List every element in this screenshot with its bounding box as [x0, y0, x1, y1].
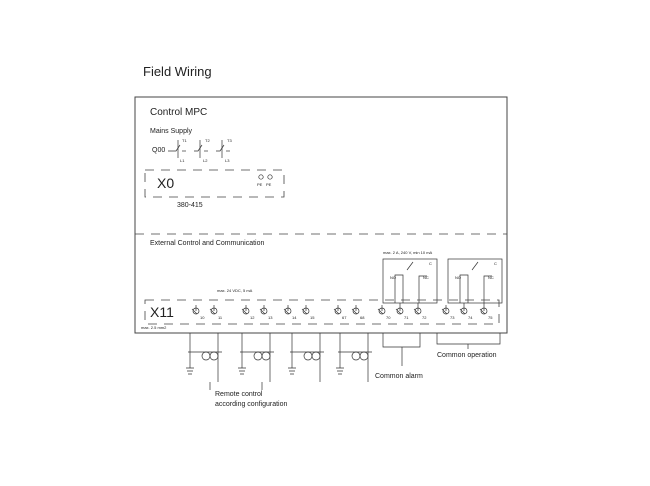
operation-relay-c: C	[494, 261, 497, 266]
pe-label-1: PE	[257, 182, 263, 187]
operation-relay-no: NO	[455, 275, 461, 280]
x11-label: X11	[150, 304, 174, 320]
terminal-number: 11	[218, 315, 223, 320]
external-control-label: External Control and Communication	[150, 240, 265, 247]
terminal-number: 74	[468, 315, 473, 320]
external-wiring	[186, 333, 500, 390]
terminal-screw	[480, 305, 487, 314]
breaker-label: Q00	[152, 147, 166, 154]
terminal-number: 75	[488, 315, 493, 320]
terminal-number: 10	[200, 315, 205, 320]
terminal-screw	[442, 305, 449, 314]
terminal-number: 72	[422, 315, 427, 320]
alarm-relay-c: C	[429, 261, 432, 266]
wire-size-spec: max. 2.5 mm2	[141, 325, 167, 330]
terminal-number: 14	[292, 315, 297, 320]
mains-supply-label: Mains Supply	[150, 128, 193, 135]
terminal-number: 68	[360, 315, 365, 320]
remote-control-caption-2: according configuration	[215, 401, 288, 408]
terminal-screw	[334, 305, 341, 314]
remote-control-caption: Remote control	[215, 391, 263, 398]
terminal-screw	[284, 305, 291, 314]
terminal-screw	[352, 305, 359, 314]
common-operation-caption: Common operation	[437, 352, 497, 359]
operation-relay-nc: NC	[488, 275, 494, 280]
diagram-title: Field Wiring	[143, 64, 212, 79]
terminal-number: 12	[250, 315, 255, 320]
terminal-number: 71	[404, 315, 409, 320]
t2-label: T2	[205, 138, 210, 143]
x0-voltage: 380-415	[177, 202, 203, 209]
terminal-number: 70	[386, 315, 391, 320]
control-box-title: Control MPC	[150, 107, 208, 118]
x11-terminals	[192, 303, 493, 320]
alarm-relay-nc: NC	[423, 275, 429, 280]
terminal-number: 73	[450, 315, 455, 320]
terminal-screw	[260, 305, 267, 314]
pe-terminals	[259, 175, 272, 179]
x11-terminal-block	[145, 300, 499, 324]
terminal-screw	[242, 305, 249, 314]
pe-label-2: PE	[266, 182, 272, 187]
terminal-number: 13	[268, 315, 273, 320]
t3-label: T3	[227, 138, 232, 143]
breaker-switch-symbol	[168, 140, 230, 158]
alarm-relay-no: NO	[390, 275, 396, 280]
terminal-screw	[210, 305, 217, 314]
max-dc-spec: max. 24 VDC, 5 mA	[217, 288, 253, 293]
l3-label: L3	[225, 158, 230, 163]
terminal-number: 67	[342, 315, 347, 320]
t1-label: T1	[182, 138, 187, 143]
x0-label: X0	[157, 175, 175, 191]
common-alarm-caption: Common alarm	[375, 373, 423, 380]
terminal-screw	[460, 305, 467, 314]
l2-label: L2	[203, 158, 208, 163]
terminal-screw	[378, 305, 385, 314]
terminal-screw	[302, 305, 309, 314]
terminal-screw	[396, 305, 403, 314]
l1-label: L1	[180, 158, 185, 163]
terminal-number: 15	[310, 315, 315, 320]
terminal-screw	[414, 305, 421, 314]
max-ac-spec: max. 2 A, 240 V, min 10 mA	[383, 250, 433, 255]
terminal-screw	[192, 305, 199, 314]
